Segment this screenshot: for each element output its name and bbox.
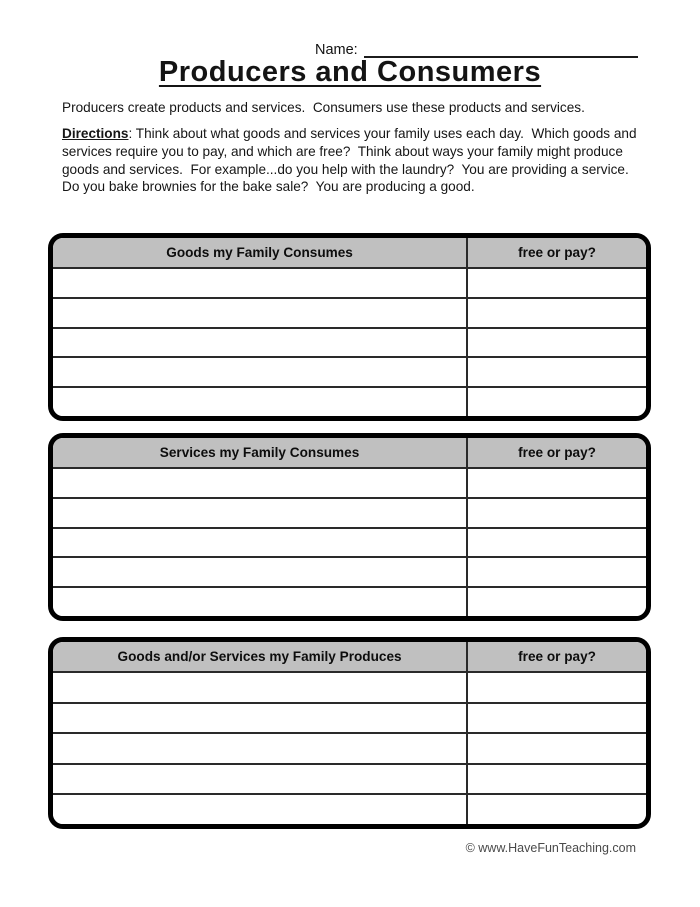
item-write-in-cell[interactable] (53, 795, 468, 824)
item-write-in-cell[interactable] (53, 558, 468, 586)
column-header-free-or-pay: free or pay? (518, 649, 596, 664)
name-label: Name: (315, 42, 358, 58)
footer-credit: © www.HaveFunTeaching.com (465, 841, 636, 855)
free-or-pay-write-in-cell[interactable] (468, 388, 646, 416)
item-write-in-cell[interactable] (53, 388, 468, 416)
free-or-pay-write-in-cell[interactable] (468, 299, 646, 327)
column-header-free-or-pay: free or pay? (518, 445, 596, 460)
table-row (53, 795, 646, 824)
free-or-pay-write-in-cell[interactable] (468, 795, 646, 824)
free-or-pay-write-in-cell[interactable] (468, 734, 646, 763)
table-row (53, 588, 646, 616)
directions-paragraph (62, 125, 646, 196)
table-row (53, 704, 646, 735)
item-write-in-cell[interactable] (53, 588, 468, 616)
directions-label: Directions (62, 126, 129, 141)
item-write-in-cell[interactable] (53, 269, 468, 297)
column-header-items: Services my Family Consumes (53, 438, 468, 467)
column-header-free-or-pay: free or pay? (518, 245, 596, 260)
table-row (53, 765, 646, 796)
table-row (53, 469, 646, 499)
table-row (53, 269, 646, 299)
goods-consumed-table (48, 233, 651, 421)
table-row (53, 499, 646, 529)
item-write-in-cell[interactable] (53, 469, 468, 497)
item-write-in-cell[interactable] (53, 329, 468, 357)
column-header-items: Goods my Family Consumes (53, 238, 468, 267)
services-consumed-table (48, 433, 651, 621)
table-row (53, 529, 646, 559)
table-row (53, 329, 646, 359)
table-header-row (53, 642, 646, 673)
produces-table (48, 637, 651, 829)
table-header-row (53, 238, 646, 269)
table-header-row (53, 438, 646, 469)
free-or-pay-write-in-cell[interactable] (468, 558, 646, 586)
table-row (53, 358, 646, 388)
directions-text: : Think about what goods and services your family uses each day. Which goods and services require you to pay, and which are free? Think about ways your family might produce goods and services. For example...do you help with the laundry? You are providing a service. Do you bake brownies for the bake sale? You are producing a good. (62, 126, 641, 195)
free-or-pay-write-in-cell[interactable] (468, 329, 646, 357)
free-or-pay-write-in-cell[interactable] (468, 499, 646, 527)
table-row (53, 388, 646, 416)
item-write-in-cell[interactable] (53, 673, 468, 702)
free-or-pay-write-in-cell[interactable] (468, 358, 646, 386)
item-write-in-cell[interactable] (53, 499, 468, 527)
free-or-pay-write-in-cell[interactable] (468, 765, 646, 794)
item-write-in-cell[interactable] (53, 704, 468, 733)
intro-text: Producers create products and services. Consumers use these products and services. (62, 100, 585, 115)
page-title: Producers and Consumers (158, 56, 542, 88)
table-row (53, 299, 646, 329)
column-header-items: Goods and/or Services my Family Produces (53, 642, 468, 671)
table-row (53, 558, 646, 588)
free-or-pay-write-in-cell[interactable] (468, 588, 646, 616)
free-or-pay-write-in-cell[interactable] (468, 673, 646, 702)
item-write-in-cell[interactable] (53, 734, 468, 763)
free-or-pay-write-in-cell[interactable] (468, 704, 646, 733)
free-or-pay-write-in-cell[interactable] (468, 529, 646, 557)
table-row (53, 734, 646, 765)
item-write-in-cell[interactable] (53, 299, 468, 327)
free-or-pay-write-in-cell[interactable] (468, 269, 646, 297)
item-write-in-cell[interactable] (53, 765, 468, 794)
item-write-in-cell[interactable] (53, 529, 468, 557)
item-write-in-cell[interactable] (53, 358, 468, 386)
free-or-pay-write-in-cell[interactable] (468, 469, 646, 497)
table-row (53, 673, 646, 704)
